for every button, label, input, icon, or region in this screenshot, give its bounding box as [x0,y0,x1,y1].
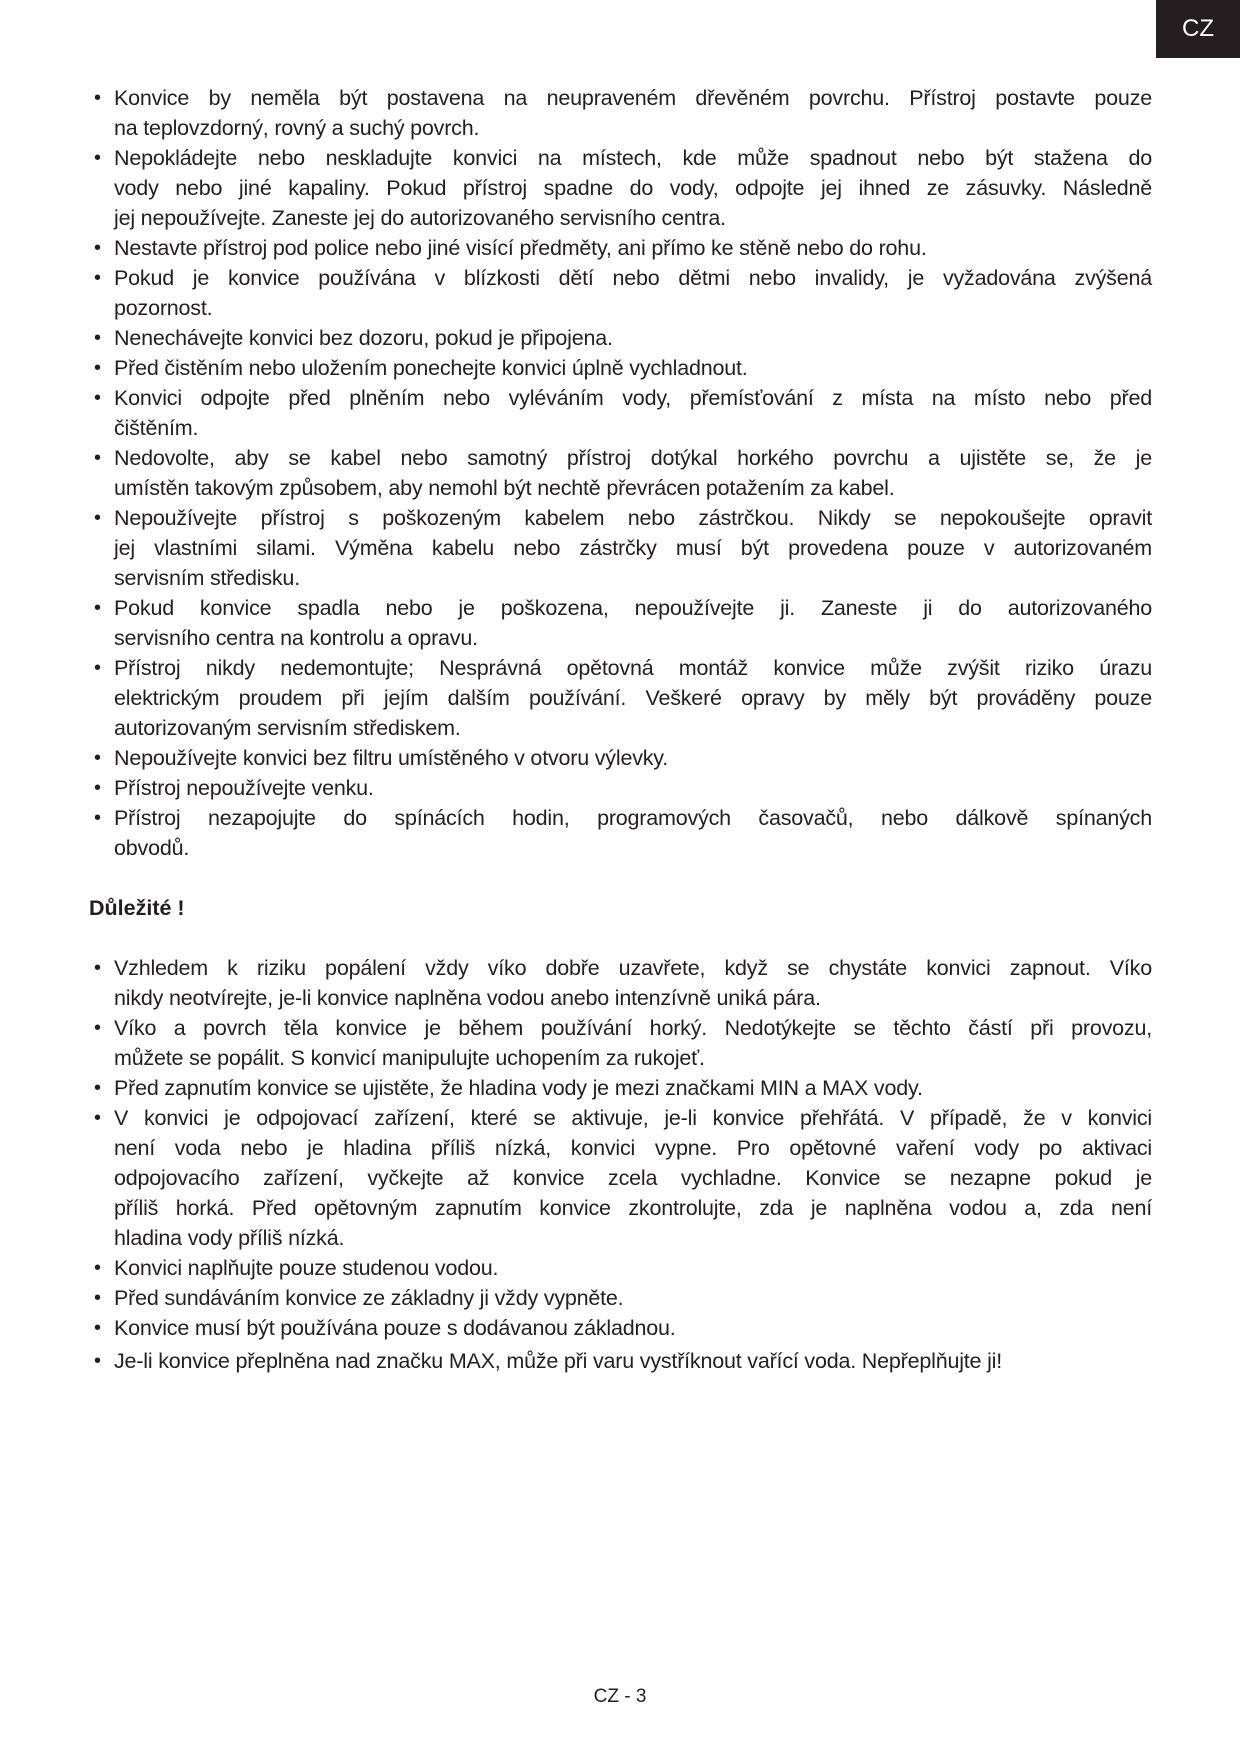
bullet-icon: • [94,597,102,619]
list-item [94,503,1152,593]
text-line: Konvice by neměla být postavena na neupraveném dřevěném povrchu. Přístroj postavte pouze [114,86,1152,110]
list-item [94,233,1152,263]
list-item [94,803,1152,863]
text-line: Víko a povrch těla konvice je během používání horký. Nedotýkejte se těchto částí při provozu, [114,1016,1152,1040]
list-item [94,443,1152,503]
text-line: obvodů. [114,836,190,860]
text-line: umístěn takovým způsobem, aby nemohl být nechtě převrácen potažením za kabel. [114,476,895,500]
text-line: Před sundáváním konvice ze základny ji vždy vypněte. [114,1286,624,1310]
bullet-icon: • [94,1077,102,1099]
list-item [94,953,1152,1013]
bullet-icon: • [94,657,102,679]
important-heading: Důležité ! [89,896,185,920]
text-line: Pokud konvice spadla nebo je poškozena, nepoužívejte ji. Zaneste ji do autorizovaného [114,596,1152,620]
text-line: není voda nebo je hladina příliš nízká, konvici vypne. Pro opětovné vaření vody po aktivaci [114,1136,1152,1160]
text-line: Konvice musí být používána pouze s dodávanou základnou. [114,1316,676,1340]
text-line: Před zapnutím konvice se ujistěte, že hladina vody je mezi značkami MIN a MAX vody. [114,1076,923,1100]
text-line: Nestavte přístroj pod police nebo jiné visící předměty, ani přímo ke stěně nebo do rohu. [114,236,927,260]
text-line: pozornost. [114,296,213,320]
bullet-icon: • [94,957,102,979]
text-line: Nenechávejte konvici bez dozoru, pokud je připojena. [114,326,613,350]
text-line: Konvici naplňujte pouze studenou vodou. [114,1256,499,1280]
list-item [94,383,1152,443]
list-item [94,653,1152,743]
text-line: servisním středisku. [114,566,300,590]
safety-list [94,83,1152,863]
list-item [94,1103,1152,1253]
text-line: jej nepoužívejte. Zaneste jej do autorizovaného servisního centra. [114,206,726,230]
bullet-icon: • [94,1257,102,1279]
list-item [94,773,1152,803]
bullet-icon: • [94,1317,102,1339]
bullet-icon: • [94,507,102,529]
bullet-icon: • [94,237,102,259]
bullet-icon: • [94,747,102,769]
text-line: nikdy neotvírejte, je-li konvice naplněna vodou anebo intenzívně uniká pára. [114,986,821,1010]
important-list [94,953,1152,1376]
text-line: Pokud je konvice používána v blízkosti dětí nebo dětmi nebo invalidy, je vyžadována zvýšená [114,266,1152,290]
text-line: Přístroj nepoužívejte venku. [114,776,374,800]
list-item [94,1283,1152,1313]
text-line: Před čistěním nebo uložením ponechejte konvici úplně vychladnout. [114,356,748,380]
list-item [94,353,1152,383]
text-line: Konvici odpojte před plněním nebo vyléváním vody, přemísťování z místa na místo nebo před [114,386,1152,410]
bullet-icon: • [94,387,102,409]
list-item [94,83,1152,143]
bullet-icon: • [94,1287,102,1309]
list-item [94,263,1152,323]
text-line: elektrickým proudem při jejím dalším používání. Veškeré opravy by měly být prováděny pouze [114,686,1152,710]
list-item [94,1346,1152,1376]
text-line: V konvici je odpojovací zařízení, které se aktivuje, je-li konvice přehřátá. V případě, že v konvici [114,1106,1152,1130]
bullet-icon: • [94,1350,102,1372]
text-line: Nedovolte, aby se kabel nebo samotný přístroj dotýkal horkého povrchu a ujistěte se, že je [114,446,1152,470]
bullet-icon: • [94,147,102,169]
text-line: na teplovzdorný, rovný a suchý povrch. [114,116,480,140]
text-line: odpojovacího zařízení, vyčkejte až konvice zcela vychladne. Konvice se nezapne pokud je [114,1166,1152,1190]
text-line: jej vlastními silami. Výměna kabelu nebo zástrčky musí být provedena pouze v autorizovaném [114,536,1152,560]
language-tab: CZ [1156,0,1240,58]
page-number: CZ - 3 [593,1686,647,1707]
text-line: Vzhledem k riziku popálení vždy víko dobře uzavřete, když se chystáte konvici zapnout. Víko [114,956,1152,980]
text-line: Nepokládejte nebo neskladujte konvici na místech, kde může spadnout nebo být stažena do [114,146,1152,170]
bullet-icon: • [94,777,102,799]
text-line: Přístroj nikdy nedemontujte; Nesprávná opětovná montáž konvice může zvýšit riziko úrazu [114,656,1152,680]
bullet-icon: • [94,1017,102,1039]
text-line: servisního centra na kontrolu a opravu. [114,626,478,650]
bullet-icon: • [94,87,102,109]
bullet-icon: • [94,1107,102,1129]
text-line: můžete se popálit. S konvicí manipulujte uchopením za rukojeť. [114,1046,705,1070]
bullet-icon: • [94,327,102,349]
text-line: Nepoužívejte přístroj s poškozeným kabelem nebo zástrčkou. Nikdy se nepokoušejte opravit [114,506,1152,530]
bullet-icon: • [94,357,102,379]
bullet-icon: • [94,807,102,829]
text-line: autorizovaným servisním střediskem. [114,716,461,740]
text-line: Přístroj nezapojujte do spínácích hodin, programových časovačů, nebo dálkově spínaných [114,806,1152,830]
text-line: hladina vody příliš nízká. [114,1226,345,1250]
text-line: čištěním. [114,416,199,440]
text-line: Nepoužívejte konvici bez filtru umístěného v otvoru výlevky. [114,746,669,770]
list-item [94,1013,1152,1073]
bullet-icon: • [94,267,102,289]
list-item [94,1313,1152,1343]
text-line: příliš horká. Před opětovným zapnutím konvice zkontrolujte, zda je naplněna vodou a, zda není [114,1196,1152,1220]
list-item [94,1073,1152,1103]
text-line: vody nebo jiné kapaliny. Pokud přístroj spadne do vody, odpojte jej ihned ze zásuvky. Následně [114,176,1152,200]
list-item [94,1253,1152,1283]
list-item [94,593,1152,653]
text-line: Je-li konvice přeplněna nad značku MAX, může při varu vystříknout vařící voda. Nepřeplňujte ji! [114,1349,1003,1373]
list-item [94,143,1152,233]
list-item [94,743,1152,773]
bullet-icon: • [94,447,102,469]
list-item [94,323,1152,353]
